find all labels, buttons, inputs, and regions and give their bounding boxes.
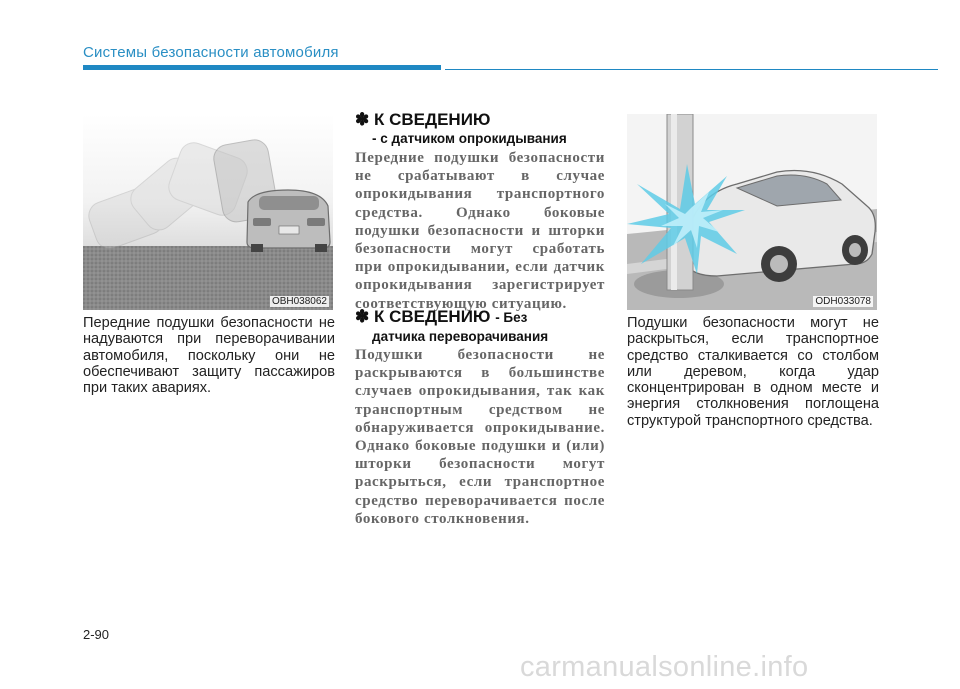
note1-subtitle: - с датчиком опрокидывания bbox=[372, 131, 567, 146]
note1-title-text: К СВЕДЕНИЮ bbox=[373, 110, 491, 129]
rollover-car-icon bbox=[83, 114, 333, 310]
page-number: 2-90 bbox=[83, 627, 110, 642]
note2-subtitle: датчика переворачивания bbox=[372, 329, 549, 344]
figure-code: OBH038062 bbox=[271, 296, 327, 307]
pole-collision-icon bbox=[627, 114, 877, 310]
note2-title-text: К СВЕДЕНИЮ bbox=[373, 307, 491, 326]
note2-title bbox=[355, 307, 527, 327]
note-star-icon: ✽ bbox=[355, 110, 370, 129]
header-rule-thin bbox=[445, 69, 938, 70]
figure-code: ODH033078 bbox=[815, 296, 871, 307]
rollover-illustration bbox=[83, 114, 333, 310]
rollover-text: Передние подушки безопасности не надуваются при переворачивании автомобиля, поскольку они не обеспечивают защиту пассажиров при таких авариях. bbox=[83, 315, 335, 397]
watermark: carmanualsonline.info bbox=[520, 651, 809, 683]
note-star-icon: ✽ bbox=[355, 307, 370, 326]
pole-collision-illustration bbox=[627, 114, 877, 310]
header-rule-thick bbox=[83, 65, 441, 70]
note1-title bbox=[355, 110, 490, 130]
note2-body: Подушки безопасности не раскрываются в большинстве случаев опрокидывания, так как транспортным средством не обнаруживается опрокидывание. Однако боковые подушки и (или) шторки безопасности могут раскрыться, если транспортное средство переворачивается после бокового столкновения. bbox=[355, 347, 605, 527]
note1-body: Передние подушки безопасности не срабатывают в случае опрокидывания транспортного средства. Однако боковые подушки безопасности и шторки безопасности могут сработать при опрокидывании, если датчик опрокидывания зарегистрирует соответствующую ситуацию. bbox=[355, 150, 605, 312]
note2-title-suffix: - Без bbox=[495, 310, 528, 325]
section-title: Системы безопасности автомобиля bbox=[83, 44, 339, 61]
pole-collision-text: Подушки безопасности могут не раскрыться, если транспортное средство сталкивается со столбом или деревом, когда удар сконцентрирован в одном месте и энергия столкновения поглощена структурой транспортного средства. bbox=[627, 315, 879, 429]
